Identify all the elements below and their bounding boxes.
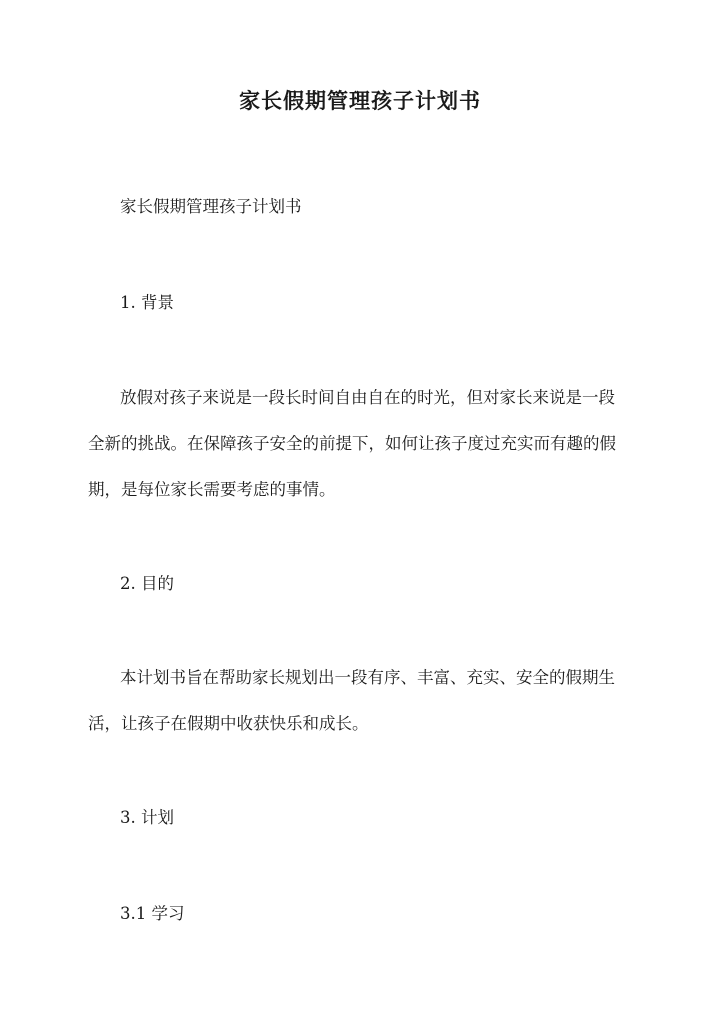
section-heading-study: 3.1 学习 — [120, 904, 185, 923]
page-title: 家长假期管理孩子计划书 — [239, 88, 481, 113]
section-heading-background: 1. 背景 — [120, 293, 174, 312]
paragraph-line: 期，是每位家长需要考虑的事情。 — [88, 480, 336, 499]
section-heading-purpose: 2. 目的 — [120, 574, 174, 593]
paragraph-line: 活，让孩子在假期中收获快乐和成长。 — [88, 714, 369, 733]
paragraph-line: 全新的挑战。在保障孩子安全的前提下，如何让孩子度过充实而有趣的假 — [88, 434, 616, 453]
document-subtitle: 家长假期管理孩子计划书 — [120, 197, 302, 216]
paragraph-line: 本计划书旨在帮助家长规划出一段有序、丰富、充实、安全的假期生 — [120, 668, 615, 687]
paragraph-line: 放假对孩子来说是一段长时间自由自在的时光，但对家长来说是一段 — [120, 388, 615, 407]
section-heading-plan: 3. 计划 — [120, 808, 174, 827]
